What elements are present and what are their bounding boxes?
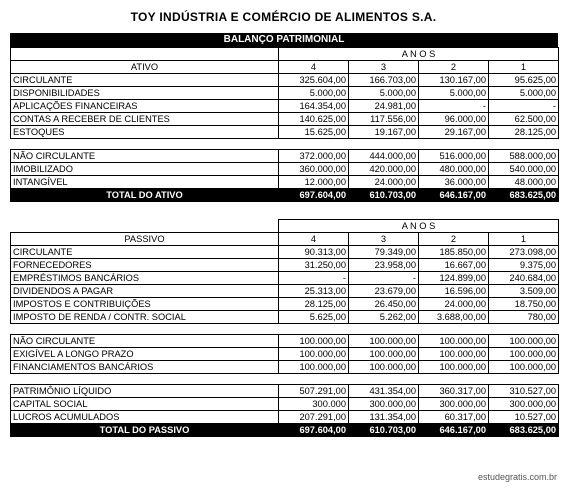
row-label: EMPRÉSTIMOS BANCÁRIOS xyxy=(11,272,279,285)
year-header: 2 xyxy=(419,233,489,246)
table-row xyxy=(11,87,559,100)
value-cell: 372.000,00 xyxy=(279,150,349,163)
row-label: ESTOQUES xyxy=(11,126,279,139)
table-row xyxy=(11,285,559,298)
value-cell: 130.167,00 xyxy=(419,74,489,87)
value-cell: 185.850,00 xyxy=(419,246,489,259)
value-cell: 100.000,00 xyxy=(279,335,349,348)
spacer-cell xyxy=(11,374,279,385)
value-cell: 5.000,00 xyxy=(419,87,489,100)
value-cell: 12.000,00 xyxy=(279,176,349,189)
ativo-anos-row xyxy=(11,48,559,61)
table-row xyxy=(11,100,559,113)
value-cell: 124.899,00 xyxy=(419,272,489,285)
row-label: IMPOSTOS E CONTRIBUIÇÕES xyxy=(11,298,279,311)
ativo-header-row xyxy=(11,61,559,74)
balance-sheet-banner: BALANÇO PATRIMONIAL xyxy=(10,33,558,47)
value-cell: 131.354,00 xyxy=(349,411,419,424)
spacer-cell xyxy=(279,139,349,150)
value-cell: 18.750,00 xyxy=(489,298,559,311)
value-cell: 273.098,00 xyxy=(489,246,559,259)
value-cell: 10.527,00 xyxy=(489,411,559,424)
value-cell: 5.262,00 xyxy=(349,311,419,324)
value-cell: - xyxy=(349,272,419,285)
passivo-anos-row xyxy=(11,220,559,233)
value-cell: 23.679,00 xyxy=(349,285,419,298)
value-cell: 95.625,00 xyxy=(489,74,559,87)
value-cell: 360.317,00 xyxy=(419,385,489,398)
table-row xyxy=(11,150,559,163)
row-label: EXIGÍVEL A LONGO PRAZO xyxy=(11,348,279,361)
value-cell: 360.000,00 xyxy=(279,163,349,176)
value-cell: 3.688,00,00 xyxy=(419,311,489,324)
table-row xyxy=(11,385,559,398)
total-value: 610.703,00 xyxy=(349,424,419,437)
value-cell: 540.000,00 xyxy=(489,163,559,176)
value-cell: 26.450,00 xyxy=(349,298,419,311)
value-cell: 9.375,00 xyxy=(489,259,559,272)
anos-label: A N O S xyxy=(279,220,559,233)
spacer-cell xyxy=(279,324,349,335)
year-header: 3 xyxy=(349,233,419,246)
spacer-cell xyxy=(419,374,489,385)
passivo-table xyxy=(10,219,559,437)
value-cell: 207.291,00 xyxy=(279,411,349,424)
value-cell: 100.000,00 xyxy=(489,361,559,374)
anos-label: A N O S xyxy=(279,48,559,61)
row-label: IMOBILIZADO xyxy=(11,163,279,176)
value-cell: 588.000,00 xyxy=(489,150,559,163)
empty-cell xyxy=(11,48,279,61)
value-cell: 100.000,00 xyxy=(349,361,419,374)
value-cell: 100.000,00 xyxy=(349,348,419,361)
value-cell: 25.313,00 xyxy=(279,285,349,298)
value-cell: 100.000,00 xyxy=(279,361,349,374)
value-cell: - xyxy=(489,100,559,113)
value-cell: 24.000,00 xyxy=(419,298,489,311)
value-cell: 16.667,00 xyxy=(419,259,489,272)
table-row xyxy=(11,74,559,87)
spacer-cell xyxy=(349,324,419,335)
value-cell: 5.000,00 xyxy=(489,87,559,100)
value-cell: 140.625,00 xyxy=(279,113,349,126)
passivo-header: PASSIVO xyxy=(11,233,279,246)
value-cell: - xyxy=(279,272,349,285)
value-cell: 60.317,00 xyxy=(419,411,489,424)
value-cell: 16.596,00 xyxy=(419,285,489,298)
value-cell: 100.000,00 xyxy=(419,335,489,348)
value-cell: 300.000 xyxy=(279,398,349,411)
value-cell: 96.000,00 xyxy=(419,113,489,126)
value-cell: 5.000,00 xyxy=(349,87,419,100)
value-cell: 431.354,00 xyxy=(349,385,419,398)
ativo-table xyxy=(10,47,559,202)
total-value: 683.625,00 xyxy=(489,424,559,437)
table-row xyxy=(11,361,559,374)
value-cell: 5.000,00 xyxy=(279,87,349,100)
spacer-cell xyxy=(279,374,349,385)
ativo-header: ATIVO xyxy=(11,61,279,74)
value-cell: 166.703,00 xyxy=(349,74,419,87)
value-cell: 100.000,00 xyxy=(419,361,489,374)
value-cell: - xyxy=(419,100,489,113)
value-cell: 420.000,00 xyxy=(349,163,419,176)
total-value: 697.604,00 xyxy=(279,424,349,437)
row-label: CONTAS A RECEBER DE CLIENTES xyxy=(11,113,279,126)
row-label: IMPOSTO DE RENDA / CONTR. SOCIAL xyxy=(11,311,279,324)
value-cell: 3.509,00 xyxy=(489,285,559,298)
value-cell: 300.000,00 xyxy=(349,398,419,411)
value-cell: 507.291,00 xyxy=(279,385,349,398)
value-cell: 62.500,00 xyxy=(489,113,559,126)
row-label: CIRCULANTE xyxy=(11,246,279,259)
table-row xyxy=(11,259,559,272)
value-cell: 19.167,00 xyxy=(349,126,419,139)
value-cell: 300.000,00 xyxy=(419,398,489,411)
table-row xyxy=(11,163,559,176)
row-label: INTANGÍVEL xyxy=(11,176,279,189)
row-label: DISPONIBILIDADES xyxy=(11,87,279,100)
table-row xyxy=(11,311,559,324)
value-cell: 15.625,00 xyxy=(279,126,349,139)
row-label: PATRIMÔNIO LÍQUIDO xyxy=(11,385,279,398)
value-cell: 79.349,00 xyxy=(349,246,419,259)
value-cell: 29.167,00 xyxy=(419,126,489,139)
table-row xyxy=(11,126,559,139)
value-cell: 24.981,00 xyxy=(349,100,419,113)
value-cell: 24.000,00 xyxy=(349,176,419,189)
value-cell: 100.000,00 xyxy=(419,348,489,361)
document-title: TOY INDÚSTRIA E COMÉRCIO DE ALIMENTOS S.A. xyxy=(130,10,437,24)
value-cell: 480.000,00 xyxy=(419,163,489,176)
value-cell: 100.000,00 xyxy=(279,348,349,361)
total-value: 697.604,00 xyxy=(279,189,349,202)
row-label: NÃO CIRCULANTE xyxy=(11,335,279,348)
total-value: 683.625,00 xyxy=(489,189,559,202)
value-cell: 325.604,00 xyxy=(279,74,349,87)
value-cell: 48.000,00 xyxy=(489,176,559,189)
year-header: 2 xyxy=(419,61,489,74)
total-value: 646.167,00 xyxy=(419,424,489,437)
value-cell: 300.000,00 xyxy=(489,398,559,411)
table-row xyxy=(11,298,559,311)
spacer-cell xyxy=(11,139,279,150)
passivo-header-row xyxy=(11,233,559,246)
value-cell: 240.684,00 xyxy=(489,272,559,285)
table-row xyxy=(11,176,559,189)
value-cell: 310.527,00 xyxy=(489,385,559,398)
total-label: TOTAL DO PASSIVO xyxy=(11,424,279,437)
value-cell: 36.000,00 xyxy=(419,176,489,189)
table-row xyxy=(11,272,559,285)
row-label: APLICAÇÕES FINANCEIRAS xyxy=(11,100,279,113)
spacer-cell xyxy=(489,139,559,150)
value-cell: 28.125,00 xyxy=(489,126,559,139)
spacer-row xyxy=(11,139,559,150)
spacer-cell xyxy=(489,374,559,385)
spacer-cell xyxy=(419,324,489,335)
table-row xyxy=(11,348,559,361)
ativo-total-row xyxy=(11,189,559,202)
table-row xyxy=(11,335,559,348)
value-cell: 100.000,00 xyxy=(349,335,419,348)
row-label: LUCROS ACUMULADOS xyxy=(11,411,279,424)
spacer-cell xyxy=(349,374,419,385)
watermark: estudegratis.com.br xyxy=(477,472,557,482)
row-label: DIVIDENDOS A PAGAR xyxy=(11,285,279,298)
total-value: 610.703,00 xyxy=(349,189,419,202)
table-row xyxy=(11,398,559,411)
year-header: 1 xyxy=(489,233,559,246)
value-cell: 516.000,00 xyxy=(419,150,489,163)
table-row xyxy=(11,411,559,424)
empty-cell xyxy=(11,220,279,233)
year-header: 3 xyxy=(349,61,419,74)
spacer-row xyxy=(11,324,559,335)
year-header: 4 xyxy=(279,61,349,74)
value-cell: 31.250,00 xyxy=(279,259,349,272)
row-label: NÃO CIRCULANTE xyxy=(11,150,279,163)
row-label: CAPITAL SOCIAL xyxy=(11,398,279,411)
value-cell: 100.000,00 xyxy=(489,348,559,361)
year-header: 1 xyxy=(489,61,559,74)
spacer-cell xyxy=(489,324,559,335)
value-cell: 28.125,00 xyxy=(279,298,349,311)
value-cell: 164.354,00 xyxy=(279,100,349,113)
total-value: 646.167,00 xyxy=(419,189,489,202)
spacer-row xyxy=(11,374,559,385)
value-cell: 5.625,00 xyxy=(279,311,349,324)
value-cell: 444.000,00 xyxy=(349,150,419,163)
value-cell: 100.000,00 xyxy=(489,335,559,348)
value-cell: 117.556,00 xyxy=(349,113,419,126)
year-header: 4 xyxy=(279,233,349,246)
row-label: CIRCULANTE xyxy=(11,74,279,87)
table-row xyxy=(11,113,559,126)
spacer-cell xyxy=(11,324,279,335)
value-cell: 23.958,00 xyxy=(349,259,419,272)
passivo-total-row xyxy=(11,424,559,437)
table-row xyxy=(11,246,559,259)
row-label: FINANCIAMENTOS BANCÁRIOS xyxy=(11,361,279,374)
total-label: TOTAL DO ATIVO xyxy=(11,189,279,202)
spacer-cell xyxy=(349,139,419,150)
value-cell: 780,00 xyxy=(489,311,559,324)
row-label: FORNECEDORES xyxy=(11,259,279,272)
spacer-cell xyxy=(419,139,489,150)
value-cell: 90.313,00 xyxy=(279,246,349,259)
